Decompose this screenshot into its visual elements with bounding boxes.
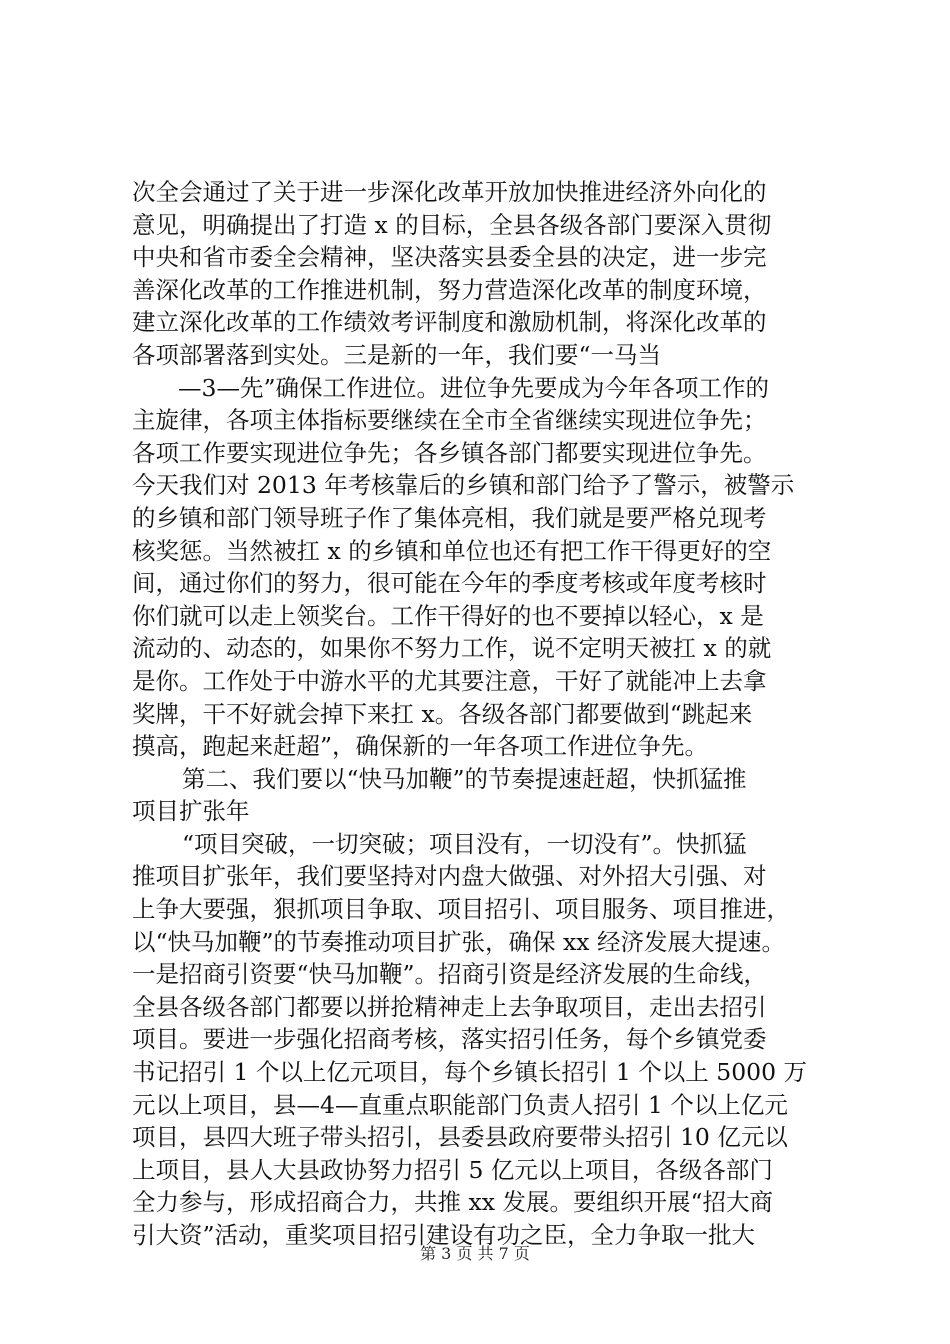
text-line: 次全会通过了关于进一步深化改革开放加快推进经济外向化的 bbox=[132, 178, 767, 206]
text-line: 项目扩张年 bbox=[132, 797, 250, 826]
text-line: 流动的、动态的，如果你不努力工作，说不定明天被扛 x 的就 bbox=[132, 634, 772, 663]
text-line: 摸高，跑起来赶超”，确保新的一年各项工作进位争先。 bbox=[132, 732, 709, 761]
text-line: 项目，县四大班子带头招引，县委县政府要带头招引 10 亿元以 bbox=[132, 1123, 788, 1152]
text-line: 一是招商引资要“快马加鞭”。招商引资是经济发展的生命线， bbox=[132, 960, 768, 989]
body-text bbox=[132, 176, 832, 1252]
text-line: 主旋律，各项主体指标要继续在全市全省继续实现进位争先； bbox=[132, 406, 767, 435]
text-line: “项目突破，一切突破；项目没有，一切没有”。快抓猛 bbox=[182, 829, 747, 858]
text-line: 中央和省市委全会精神，坚决落实县委全县的决定，进一步完 bbox=[132, 243, 767, 272]
text-line: 书记招引 1 个以上亿元项目，每个乡镇长招引 1 个以上 5000 万 bbox=[132, 1058, 808, 1087]
text-line: 你们就可以走上领奖台。工作干得好的也不要掉以轻心，x 是 bbox=[132, 601, 764, 630]
text-line: 第二、我们要以“快马加鞭”的节奏提速赶超，快抓猛推 bbox=[182, 764, 747, 793]
text-line: 以“快马加鞭”的节奏推动项目扩张，确保 xx 经济发展大提速。 bbox=[132, 927, 785, 956]
text-line: 各项工作要实现进位争先；各乡镇各部门都要实现进位争先。 bbox=[132, 438, 767, 467]
text-line: —3—先”确保工作进位。进位争先要成为今年各项工作的 bbox=[178, 373, 769, 402]
text-line: 上项目，县人大县政协努力招引 5 亿元以上项目，各级各部门 bbox=[132, 1155, 773, 1184]
text-line: 上争大要强，狠抓项目争取、项目招引、项目服务、项目推进， bbox=[132, 895, 790, 924]
text-line: 核奖惩。当然被扛 x 的乡镇和单位也还有把工作干得更好的空 bbox=[132, 536, 772, 565]
text-line: 间，通过你们的努力，很可能在今年的季度考核或年度考核时 bbox=[132, 569, 767, 598]
text-line: 推项目扩张年，我们要坚持对内盘大做强、对外招大引强、对 bbox=[132, 862, 767, 891]
page-footer: 第 3 页 共 7 页 bbox=[420, 1244, 530, 1263]
text-line: 善深化改革的工作推进机制，努力营造深化改革的制度环境， bbox=[132, 275, 767, 304]
text-line: 元以上项目，县—4—直重点职能部门负责人招引 1 个以上亿元 bbox=[132, 1090, 788, 1119]
text-line: 的乡镇和部门领导班子作了集体亮相，我们就是要严格兑现考 bbox=[132, 503, 767, 532]
text-line: 建立深化改革的工作绩效考评制度和激励机制，将深化改革的 bbox=[132, 308, 767, 337]
text-line: 引大资”活动，重奖项目招引建设有功之臣，全力争取一批大 bbox=[132, 1221, 756, 1249]
text-line: 项目。要进一步强化招商考核，落实招引任务，每个乡镇党委 bbox=[132, 1025, 767, 1054]
text-line: 今天我们对 2013 年考核靠后的乡镇和部门给予了警示，被警示 bbox=[132, 471, 795, 500]
text-line: 各项部署落到实处。三是新的一年，我们要“一马当 bbox=[132, 340, 662, 369]
text-line: 全力参与，形成招商合力，共推 xx 发展。要组织开展“招大商 bbox=[132, 1188, 773, 1217]
text-line: 是你。工作处于中游水平的尤其要注意，干好了就能冲上去拿 bbox=[132, 666, 767, 695]
text-line: 奖牌，干不好就会掉下来扛 x。各级各部门都要做到“跳起来 bbox=[132, 699, 753, 728]
text-line: 意见，明确提出了打造 x 的目标，全县各级各部门要深入贯彻 bbox=[132, 210, 772, 239]
text-line: 全县各级各部门都要以拼抢精神走上去争取项目，走出去招引 bbox=[132, 992, 767, 1021]
